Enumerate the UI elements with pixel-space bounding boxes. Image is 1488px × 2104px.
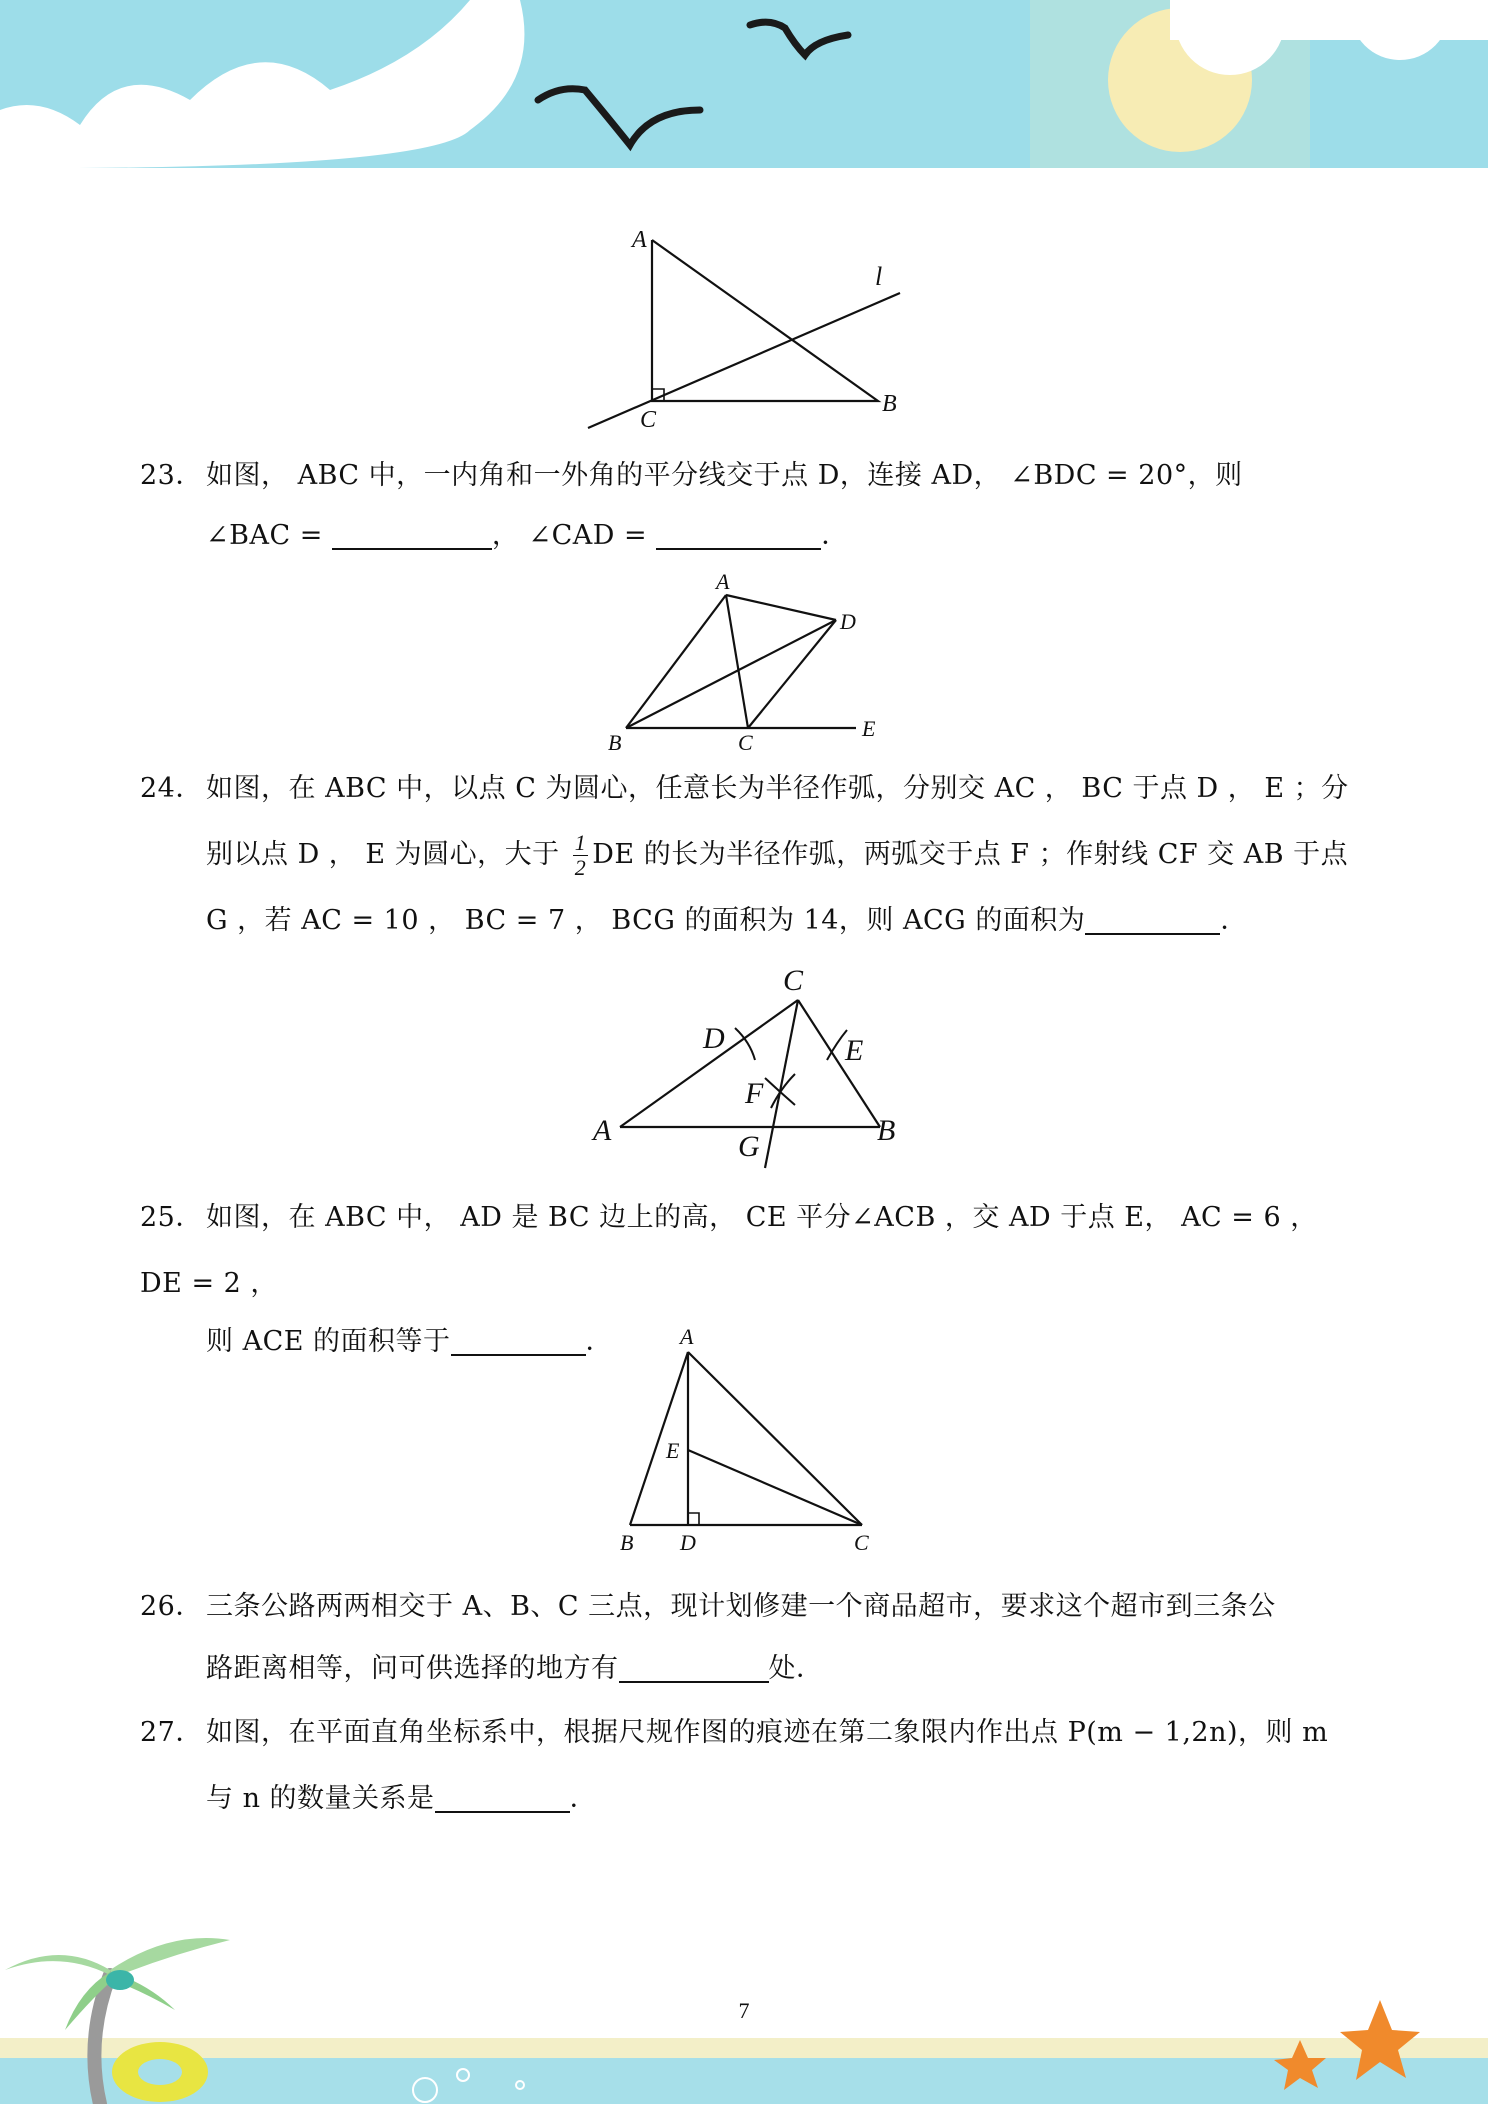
- label-E: E: [845, 1034, 864, 1067]
- question-26: [140, 1574, 1360, 1702]
- header-banner: [0, 0, 1488, 168]
- label-E: E: [862, 716, 876, 741]
- answer-blank[interactable]: [656, 518, 821, 550]
- label-C: C: [783, 970, 804, 997]
- figure-altitude-triangle: [610, 1320, 885, 1560]
- question-23: [140, 443, 1360, 569]
- label-D: D: [703, 1022, 725, 1055]
- figure-bisector-triangle: [600, 565, 890, 755]
- answer-blank[interactable]: [435, 1781, 570, 1813]
- label-G: G: [738, 1130, 760, 1163]
- question-text: 处．: [768, 1653, 824, 1684]
- question-number: 24．: [140, 773, 203, 804]
- label-A: A: [593, 1114, 612, 1147]
- figure-angle-bisector-construction: [585, 970, 910, 1170]
- answer-blank[interactable]: [619, 1651, 769, 1683]
- question-text: 如图，在 ABC 中， AD 是 BC 边上的高， CE 平分∠ACB ，交 AD 于点 E， AC = 6 ， DE = 2 ，: [140, 1202, 1318, 1299]
- question-27: [140, 1700, 1360, 1832]
- question-text: ．: [569, 1783, 598, 1814]
- label-A: A: [716, 569, 730, 594]
- question-text: 路距离相等，问可供选择的地方有: [206, 1653, 619, 1684]
- fraction-numerator: 1: [574, 830, 587, 855]
- label-C: C: [738, 730, 753, 755]
- label-A: A: [632, 227, 647, 253]
- question-text: 则 ACE 的面积等于: [206, 1326, 451, 1357]
- answer-blank[interactable]: [451, 1324, 586, 1356]
- label-l: l: [875, 262, 883, 291]
- figure-right-triangle: [570, 225, 910, 435]
- question-text: 与 n 的数量关系是: [206, 1783, 435, 1814]
- question-text: ．: [821, 520, 849, 551]
- question-text: 如图，在平面直角坐标系中，根据尺规作图的痕迹在第二象限内作出点 P(m − 1,2n)，则 m: [206, 1717, 1329, 1748]
- question-text: G ，若 AC = 10 ， BC = 7 ， BCG 的面积为 14，则 ACG 的面积为: [206, 905, 1086, 936]
- label-F: F: [745, 1077, 764, 1110]
- label-B: B: [608, 730, 622, 755]
- question-number: 23．: [140, 460, 203, 491]
- answer-blank[interactable]: [1085, 903, 1220, 935]
- swim-ring-icon: [112, 2042, 208, 2102]
- label-E: E: [666, 1438, 680, 1463]
- label-C: C: [640, 407, 657, 433]
- label-B: B: [877, 1114, 896, 1147]
- label-B: B: [620, 1530, 634, 1555]
- label-C: C: [854, 1530, 869, 1555]
- question-text: DE 的长为半径作弧，两弧交于点 F ；作射线 CF 交 AB 于点: [592, 839, 1349, 870]
- fraction: [573, 831, 589, 880]
- question-24: [140, 756, 1360, 954]
- answer-blank[interactable]: [332, 518, 492, 550]
- question-number: 26．: [140, 1591, 203, 1622]
- question-text: ．: [585, 1326, 614, 1357]
- question-text: 如图，在 ABC 中，以点 C 为圆心，任意长为半径作弧，分别交 AC ， BC 于点 D ， E ；分: [206, 773, 1349, 804]
- question-text: 别以点 D ， E 为圆心，大于: [206, 839, 560, 870]
- label-D: D: [680, 1530, 696, 1555]
- label-A: A: [680, 1324, 694, 1349]
- question-number: 27．: [140, 1717, 203, 1748]
- question-text: ∠BAC =: [206, 520, 323, 551]
- page-number: 7: [738, 1998, 750, 2023]
- question-text: ， ∠CAD =: [491, 520, 648, 551]
- footer-banner: [0, 1900, 1488, 2104]
- question-text: ．: [1220, 905, 1248, 936]
- question-text: 三条公路两两相交于 A、B、C 三点，现计划修建一个商品超市，要求这个超市到三条公: [206, 1591, 1276, 1622]
- question-text: 如图， ABC 中，一内角和一外角的平分线交于点 D，连接 AD， ∠BDC = 20°，则: [206, 460, 1243, 491]
- label-D: D: [840, 609, 856, 634]
- question-number: 25．: [140, 1202, 203, 1233]
- fraction-denominator: 2: [574, 855, 587, 880]
- label-B: B: [882, 391, 897, 417]
